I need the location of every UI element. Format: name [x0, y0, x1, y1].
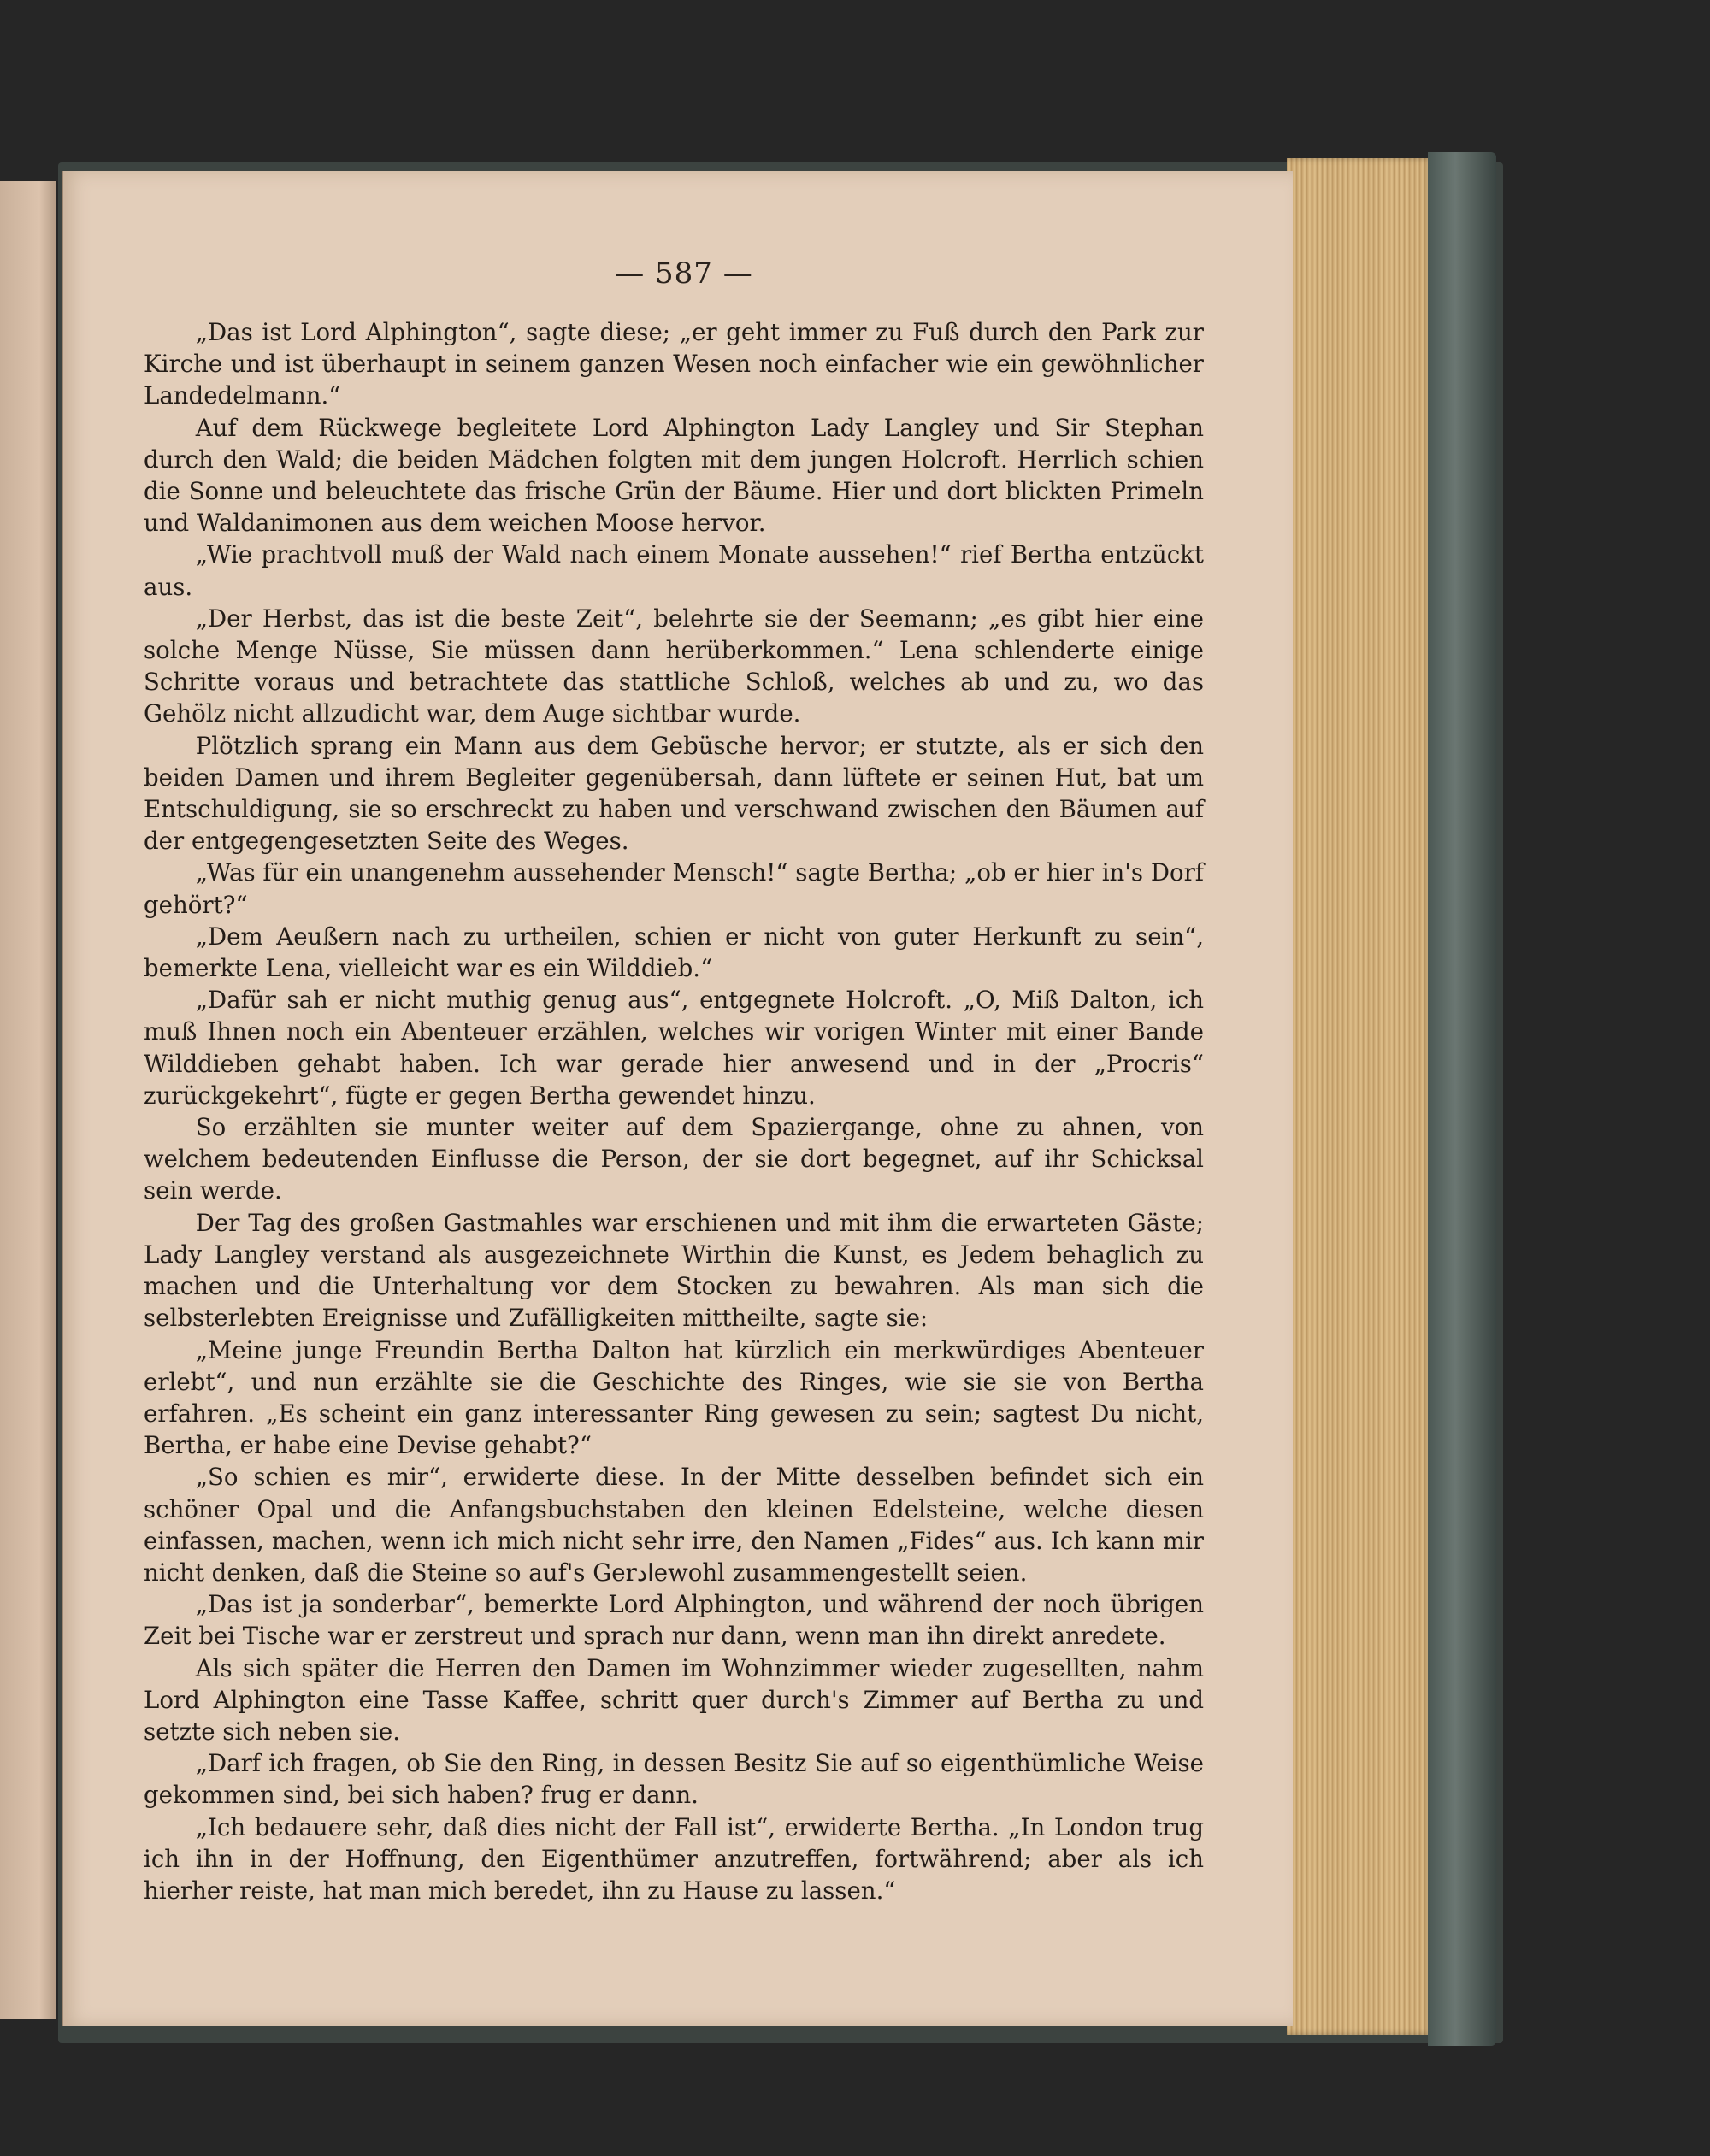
paragraph: „Das ist Lord Alphington“, sagte diese; „er geht immer zu Fuß durch den Park zur Kirche und ist überhaupt in seinem ganzen Wesen noch einfacher wie ein gewöhnlicher Landedelmann.“ — [144, 318, 1204, 410]
book-binding — [1428, 152, 1496, 2046]
paragraph: Plötzlich sprang ein Mann aus dem Gebüsche hervor; er stutzte, als er sich den beiden Damen und ihrem Begleiter gegenübersah, dann lüftete er seinen Hut, bat um Entschuldigung, sie so erschreckt zu haben und verschwand zwischen den Bäumen auf der entgegengesetzten Seite des Weges. — [144, 731, 1204, 856]
paragraph: „Was für ein unangenehm aussehender Mensch!“ sagte Bertha; „ob er hier in's Dorf gehört?“ — [144, 858, 1204, 919]
paragraph: So erzählten sie munter weiter auf dem Spaziergange, ohne zu ahnen, von welchem bedeutenden Einflusse die Person, der sie dort begegnet, auf ihr Schicksal sein werde. — [144, 1113, 1204, 1205]
left-page-edge — [0, 181, 56, 2019]
paragraph: „Meine junge Freundin Bertha Dalton hat kürzlich ein merkwürdiges Abenteuer erlebt“, und nun erzählte sie die Geschichte des Ringes, wie sie sie von Bertha erfahren. „Es scheint ein ganz interessanter Ring gewesen zu sein; sagtest Du nicht, Bertha, er habe eine Devise gehabt?“ — [144, 1335, 1204, 1460]
page-gutter — [62, 171, 63, 2026]
paragraph: Auf dem Rückwege begleitete Lord Alphington Lady Langley und Sir Stephan durch den Wald; die beiden Mädchen folgten mit dem jungen Holcroft. Herrlich schien die Sonne und beleuchtete das frische Grün der Bäume. Hier und dort blickten Primeln und Waldanimonen aus dem weichen Moose hervor. — [144, 413, 1204, 538]
paragraph: „Wie prachtvoll muß der Wald nach einem Monate aussehen!“ rief Bertha entzückt aus. — [144, 540, 1204, 601]
paragraph: „Das ist ja sonderbar“, bemerkte Lord Alphington, und während der noch übrigen Zeit bei Tische war er zerstreut und sprach nur dann, wenn man ihn direkt anredete. — [144, 1590, 1204, 1651]
paragraph: „Darf ich fragen, ob Sie den Ring, in dessen Besitz Sie auf so eigenthümliche Weise gekommen sind, bei sich haben? frug er dann. — [144, 1749, 1204, 1810]
page-number: — 587 — — [615, 256, 753, 291]
paragraph: Als sich später die Herren den Damen im Wohnzimmer wieder zugesellten, nahm Lord Alphington eine Tasse Kaffee, schritt quer durch's Zimmer auf Bertha zu und setzte sich neben sie. — [144, 1653, 1204, 1746]
paragraph: „Dafür sah er nicht muthig genug aus“, entgegnete Holcroft. „O, Miß Dalton, ich muß Ihnen noch ein Abenteuer erzählen, welches wir vorigen Winter mit einer Bande Wilddieben gehabt haben. Ich war gerade hier anwesend und in der „Procris“ zurückgekehrt“, fügte er gegen Bertha gewendet hinzu. — [144, 986, 1204, 1110]
page-block-edge — [1287, 158, 1432, 2035]
paragraph: „So schien es mir“, erwiderte diese. In der Mitte desselben befindet sich ein schöner Opal und die Anfangsbuchstaben den kleinen Edelsteine, welche diesen einfassen, machen, wenn ich mich nicht sehr irre, den Namen „Fides“ aus. Ich kann mir nicht denken, daß die Steine so auf's Gerادewohl zusammengestellt seien. — [144, 1463, 1204, 1587]
body-text — [144, 316, 1204, 1906]
paragraph: „Ich bedauere sehr, daß dies nicht der Fall ist“, erwiderte Bertha. „In London trug ich ihn in der Hoffnung, den Eigenthümer anzutreffen, fortwährend; aber als ich hierher reiste, hat man mich beredet, ihn zu Hause zu lassen.“ — [144, 1812, 1204, 1905]
paragraph: „Der Herbst, das ist die beste Zeit“, belehrte sie der Seemann; „es gibt hier eine solche Menge Nüsse, Sie müssen dann herüberkommen.“ Lena schlenderte einige Schritte voraus und betrachtete das stattliche Schloß, welches ab und zu, wo das Gehölz nicht allzudicht war, dem Auge sichtbar wurde. — [144, 604, 1204, 728]
paragraph: Der Tag des großen Gastmahles war erschienen und mit ihm die erwarteten Gäste; Lady Langley verstand als ausgezeichnete Wirthin die Kunst, es Jedem behaglich zu machen und die Unterhaltung vor dem Stocken zu bewahren. Als man sich die selbsterlebten Ereignisse und Zufälligkeiten mittheilte, sagte sie: — [144, 1208, 1204, 1333]
paragraph: „Dem Aeußern nach zu urtheilen, schien er nicht von guter Herkunft zu sein“, bemerkte Lena, vielleicht war es ein Wilddieb.“ — [144, 922, 1204, 983]
